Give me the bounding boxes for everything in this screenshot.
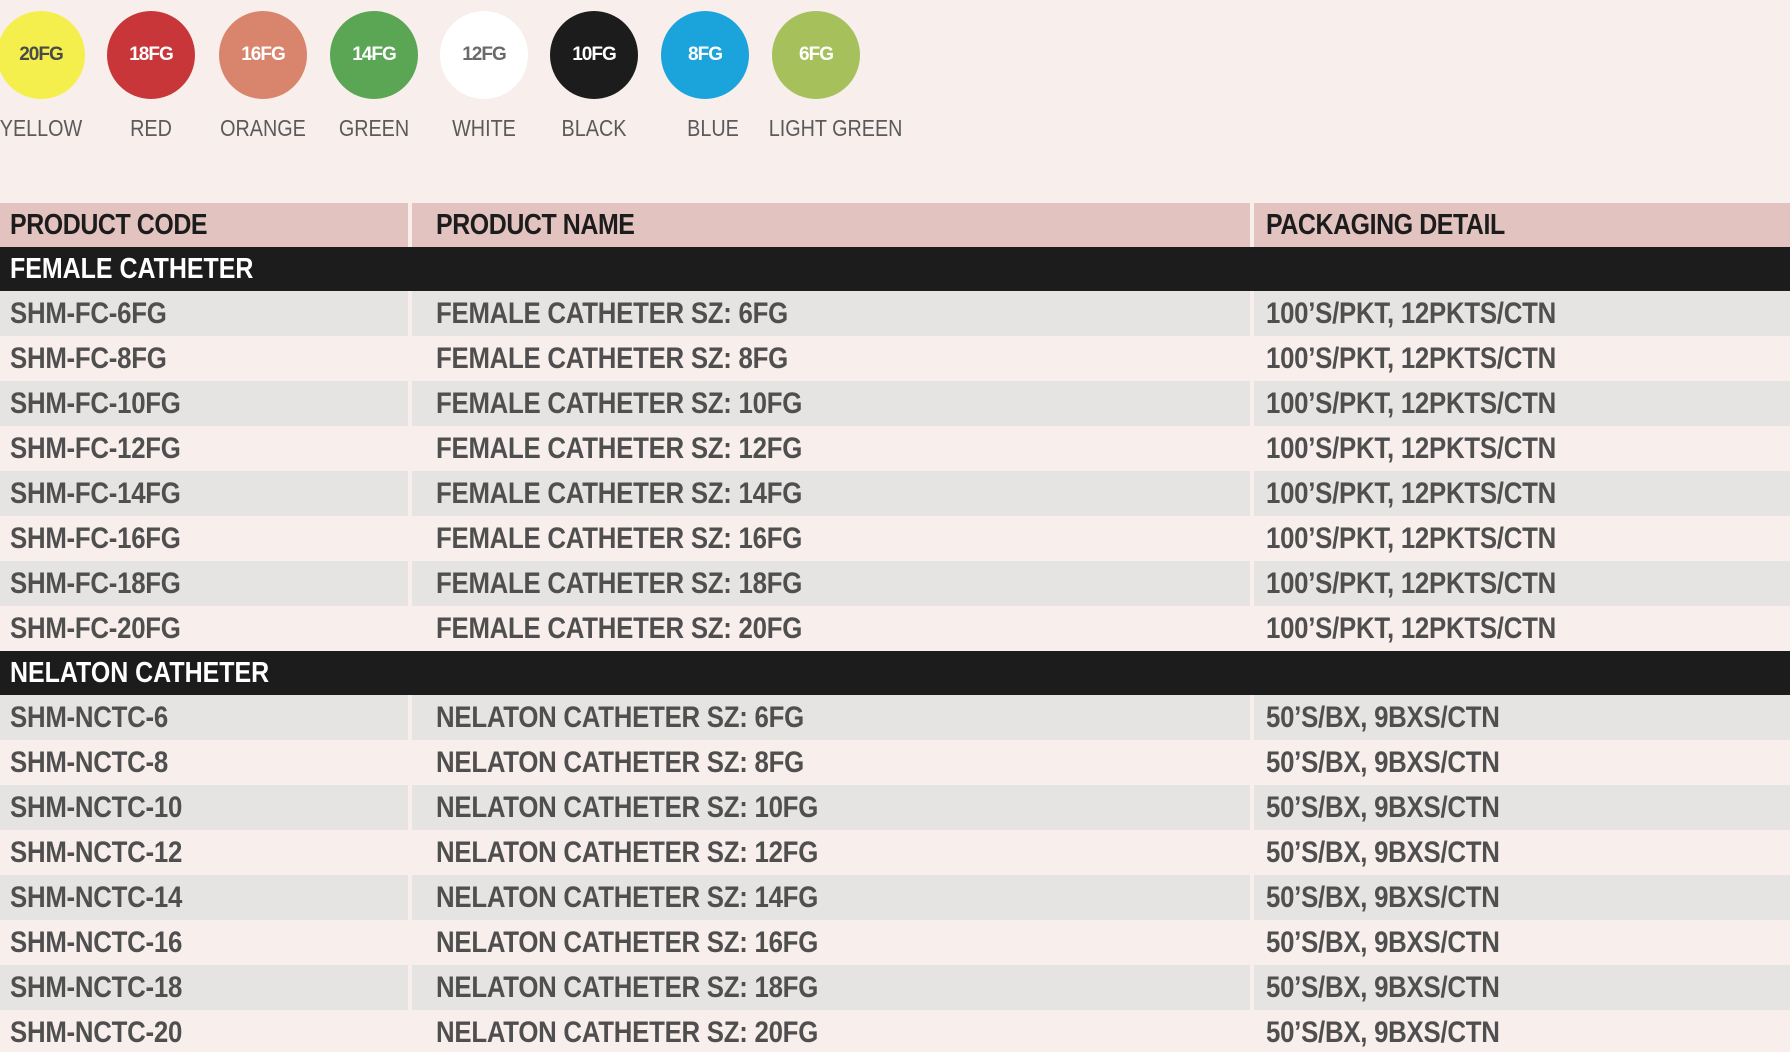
- product-code-cell: SHM-NCTC-6: [0, 695, 412, 740]
- table-row: [0, 965, 1790, 1010]
- product-code-cell: SHM-FC-14FG: [0, 471, 412, 516]
- legend-dot: [772, 11, 860, 99]
- product-name-cell: FEMALE CATHETER SZ: 8FG: [412, 336, 1254, 381]
- packaging-detail-cell: 50’S/BX, 9BXS/CTN: [1266, 745, 1500, 779]
- packaging-detail-cell: 50’S/BX, 9BXS/CTN: [1266, 790, 1500, 824]
- packaging-detail-cell: 100’S/PKT, 12PKTS/CTN: [1266, 566, 1556, 600]
- table-row: [0, 381, 1790, 426]
- product-code-cell: SHM-FC-12FG: [0, 426, 412, 471]
- table-row: [0, 695, 1790, 740]
- legend-size: 12FG: [462, 44, 506, 65]
- packaging-detail-cell: 100’S/PKT, 12PKTS/CTN: [1266, 296, 1556, 330]
- legend-size: 6FG: [799, 44, 833, 65]
- legend-size: 18FG: [129, 44, 173, 65]
- legend-size: 14FG: [352, 44, 396, 65]
- product-name-cell: FEMALE CATHETER SZ: 20FG: [412, 606, 1254, 651]
- table-row: [0, 1010, 1790, 1052]
- table-header-row: [0, 203, 1790, 247]
- legend-size: 16FG: [241, 44, 285, 65]
- product-name-cell: FEMALE CATHETER SZ: 16FG: [412, 516, 1254, 561]
- legend-item-green: [319, 11, 429, 142]
- legend-color-name: LIGHT GREEN: [768, 115, 903, 141]
- legend-color-name: GREEN: [338, 115, 410, 141]
- table-row: [0, 516, 1790, 561]
- product-code-cell: SHM-NCTC-20: [0, 1010, 412, 1052]
- legend-dot: [219, 11, 307, 99]
- packaging-detail-cell: 50’S/BX, 9BXS/CTN: [1266, 880, 1500, 914]
- product-name-cell: FEMALE CATHETER SZ: 12FG: [412, 426, 1254, 471]
- table-row: [0, 291, 1790, 336]
- legend-size: 20FG: [19, 44, 63, 65]
- packaging-detail-cell: 50’S/BX, 9BXS/CTN: [1266, 835, 1500, 869]
- product-name-cell: NELATON CATHETER SZ: 10FG: [412, 785, 1254, 830]
- legend-item-yellow: [0, 11, 96, 142]
- legend-dot: [0, 11, 85, 99]
- packaging-detail-cell: 100’S/PKT, 12PKTS/CTN: [1266, 476, 1556, 510]
- product-name-cell: FEMALE CATHETER SZ: 10FG: [412, 381, 1254, 426]
- legend-color-name: WHITE: [452, 115, 516, 141]
- product-code-cell: SHM-FC-8FG: [0, 336, 412, 381]
- legend-item-black: [539, 11, 649, 142]
- packaging-detail-cell: 50’S/BX, 9BXS/CTN: [1266, 925, 1500, 959]
- section-title: NELATON CATHETER: [10, 656, 270, 689]
- product-code-cell: SHM-NCTC-18: [0, 965, 412, 1010]
- legend-item-red: [96, 11, 206, 142]
- table-row: [0, 875, 1790, 920]
- table-row: [0, 426, 1790, 471]
- product-code-cell: SHM-NCTC-12: [0, 830, 412, 875]
- packaging-detail-cell: 50’S/BX, 9BXS/CTN: [1266, 970, 1500, 1004]
- product-name-cell: NELATON CATHETER SZ: 14FG: [412, 875, 1254, 920]
- section-header-row: [0, 651, 1790, 695]
- column-header-product-code: PRODUCT CODE: [0, 203, 412, 247]
- legend-color-name: YELLOW: [0, 115, 83, 141]
- product-name-cell: NELATON CATHETER SZ: 16FG: [412, 920, 1254, 965]
- legend-dot: [661, 11, 749, 99]
- product-name-cell: NELATON CATHETER SZ: 20FG: [412, 1010, 1254, 1052]
- legend-item-light-green: [761, 11, 903, 142]
- packaging-detail-cell: 100’S/PKT, 12PKTS/CTN: [1266, 521, 1556, 555]
- table-row: [0, 785, 1790, 830]
- section-header-row: [0, 247, 1790, 291]
- legend-dot: [440, 11, 528, 99]
- table-row: [0, 336, 1790, 381]
- legend-dot: [550, 11, 638, 99]
- column-header-product-name: PRODUCT NAME: [412, 203, 1254, 247]
- legend-dot: [107, 11, 195, 99]
- product-code-cell: SHM-FC-20FG: [0, 606, 412, 651]
- product-code-cell: SHM-NCTC-8: [0, 740, 412, 785]
- product-code-cell: SHM-FC-16FG: [0, 516, 412, 561]
- table-row: [0, 561, 1790, 606]
- product-code-cell: SHM-NCTC-14: [0, 875, 412, 920]
- product-name-cell: FEMALE CATHETER SZ: 6FG: [412, 291, 1254, 336]
- packaging-detail-cell: 100’S/PKT, 12PKTS/CTN: [1266, 611, 1556, 645]
- packaging-detail-cell: 100’S/PKT, 12PKTS/CTN: [1266, 341, 1556, 375]
- color-size-legend: [0, 11, 903, 141]
- table-row: [0, 471, 1790, 516]
- table-row: [0, 606, 1790, 651]
- product-code-cell: SHM-FC-18FG: [0, 561, 412, 606]
- packaging-detail-cell: 100’S/PKT, 12PKTS/CTN: [1266, 386, 1556, 420]
- packaging-detail-cell: 100’S/PKT, 12PKTS/CTN: [1266, 431, 1556, 465]
- section-title: FEMALE CATHETER: [10, 252, 254, 285]
- product-name-cell: NELATON CATHETER SZ: 18FG: [412, 965, 1254, 1010]
- product-table: [0, 203, 1790, 1052]
- product-code-cell: SHM-FC-6FG: [0, 291, 412, 336]
- legend-color-name: RED: [130, 115, 172, 141]
- legend-color-name: ORANGE: [220, 115, 306, 141]
- column-header-packaging-detail: PACKAGING DETAIL: [1266, 208, 1505, 241]
- product-name-cell: NELATON CATHETER SZ: 12FG: [412, 830, 1254, 875]
- legend-item-blue: [650, 11, 760, 142]
- legend-dot: [330, 11, 418, 99]
- table-row: [0, 920, 1790, 965]
- table-row: [0, 740, 1790, 785]
- legend-size: 10FG: [572, 44, 616, 65]
- packaging-detail-cell: 50’S/BX, 9BXS/CTN: [1266, 700, 1500, 734]
- legend-color-name: BLUE: [687, 115, 739, 141]
- legend-item-white: [429, 11, 539, 142]
- product-name-cell: NELATON CATHETER SZ: 8FG: [412, 740, 1254, 785]
- product-code-cell: SHM-NCTC-10: [0, 785, 412, 830]
- table-row: [0, 830, 1790, 875]
- product-code-cell: SHM-NCTC-16: [0, 920, 412, 965]
- product-name-cell: NELATON CATHETER SZ: 6FG: [412, 695, 1254, 740]
- product-code-cell: SHM-FC-10FG: [0, 381, 412, 426]
- product-name-cell: FEMALE CATHETER SZ: 14FG: [412, 471, 1254, 516]
- legend-item-orange: [208, 11, 318, 142]
- product-name-cell: FEMALE CATHETER SZ: 18FG: [412, 561, 1254, 606]
- packaging-detail-cell: 50’S/BX, 9BXS/CTN: [1266, 1015, 1500, 1049]
- legend-color-name: BLACK: [561, 115, 627, 141]
- legend-size: 8FG: [688, 44, 722, 65]
